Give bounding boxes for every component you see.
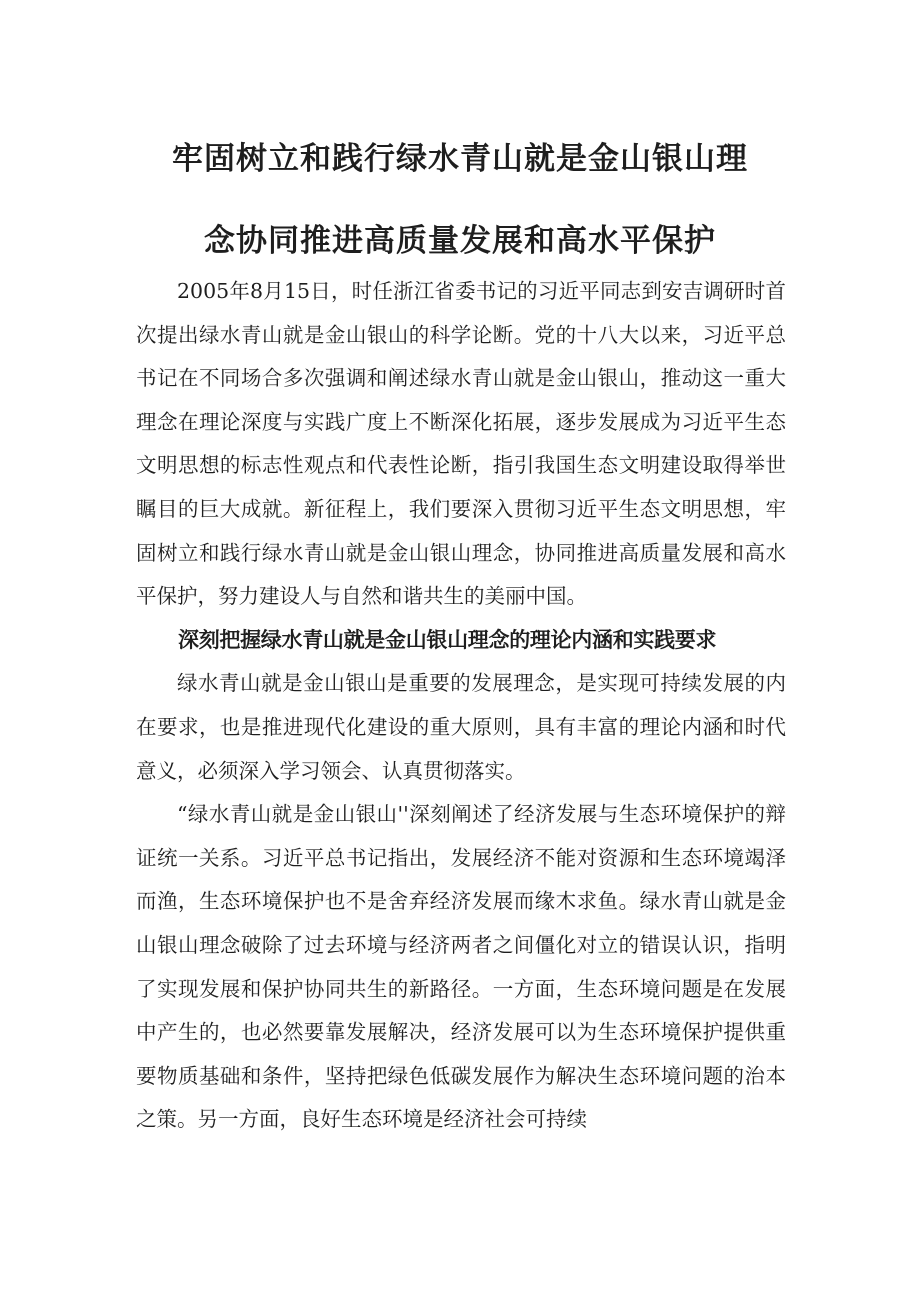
document-body — [136, 270, 786, 1142]
body-paragraph-3: “绿水青山就是金山银山''深刻阐述了经济发展与生态环境保护的辩证统一关系。习近平总书记指出，发展经济不能对资源和生态环境竭泽而渔，生态环境保护也不是舍弃经济发展而缘木求鱼。绿水青山就是金山银山理念破除了过去环境与经济两者之间僵化对立的错误认识，指明了实现发展和保护协同共生的新路径。一方面，生态环境问题是在发展中产生的，也必然要靠发展解决，经济发展可以为生态环境保护提供重要物质基础和条件，坚持把绿色低碳发展作为解决生态环境问题的治本之策。另一方面，良好生态环境是经济社会可持续 — [136, 802, 786, 1132]
intro-paragraph: 2005年8月15日，时任浙江省委书记的习近平同志到安吉调研时首次提出绿水青山就是金山银山的科学论断。党的十八大以来，习近平总书记在不同场合多次强调和阐述绿水青山就是金山银山，推动这一重大理念在理论深度与实践广度上不断深化拓展，逐步发展成为习近平生态文明思想的标志性观点和代表性论断，指引我国生态文明建设取得举世瞩目的巨大成就。新征程上，我们要深入贯彻习近平生态文明思想，牢固树立和践行绿水青山就是金山银山理念，协同推进高质量发展和高水平保护，努力建设人与自然和谐共生的美丽中国。 — [136, 279, 786, 609]
body-paragraph-2: 绿水青山就是金山银山是重要的发展理念，是实现可持续发展的内在要求，也是推进现代化建设的重大原则，具有丰富的理论内涵和时代意义，必须深入学习领会、认真贯彻落实。 — [136, 671, 786, 783]
section-heading: 深刻把握绿水青山就是金山银山理念的理论内涵和实践要求 — [178, 627, 717, 652]
document-title-line-2: 念协同推进高质量发展和高水平保护 — [204, 223, 716, 259]
document-title-line-1: 牢固树立和践行绿水青山就是金山银山理 — [172, 141, 748, 177]
